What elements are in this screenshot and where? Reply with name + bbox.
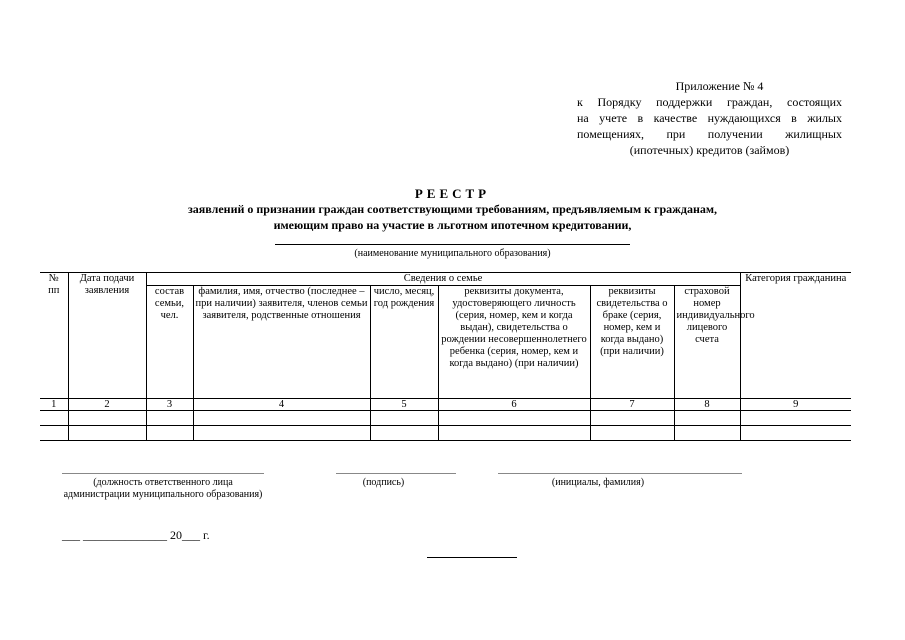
register-table [40, 272, 851, 441]
header-snils: страховой номер индивидуального лицевого счета [674, 286, 740, 399]
table-cell[interactable] [740, 426, 851, 441]
column-number: 5 [370, 399, 438, 411]
table-subheader-row [40, 286, 851, 399]
table-header-row [40, 273, 851, 286]
table-cell[interactable] [146, 411, 193, 426]
register-subtitle: имеющим право на участие в льготном ипотечном кредитовании, [273, 218, 632, 232]
table-cell[interactable] [68, 426, 146, 441]
register-subtitle: заявлений о признании граждан соответствующими требованиям, предъявляемым к гражданам, [187, 202, 718, 216]
position-caption: (должность ответственного лица администрации муниципального образования) [63, 477, 263, 500]
table-row [40, 426, 851, 441]
annex-line: на учете в качестве нуждающихся в жилых [577, 111, 842, 125]
register-title: РЕЕСТР [414, 186, 491, 201]
name-line [498, 473, 742, 474]
annex-line: к Порядку поддержки граждан, состоящих [577, 95, 842, 109]
header-id-document: реквизиты документа, удостоверяющего личность (серия, номер, кем и когда выдан), свидетельства о рождении несовершеннолетнего ребенка (серия, номер, кем и когда выдано) (при наличии) [438, 286, 590, 399]
municipality-caption: (наименование муниципального образования) [354, 248, 551, 259]
footer-line [427, 557, 517, 558]
header-category: Категория гражданина [740, 273, 851, 399]
column-number: 9 [740, 399, 851, 411]
name-caption: (инициалы, фамилия) [551, 477, 645, 488]
municipality-line [275, 244, 630, 245]
table-cell[interactable] [40, 411, 68, 426]
table-cell[interactable] [370, 411, 438, 426]
header-number: № пп [40, 273, 68, 399]
column-number: 1 [40, 399, 68, 411]
header-date: Дата подачи заявления [68, 273, 146, 399]
annex-block [577, 78, 842, 158]
table-cell[interactable] [590, 411, 674, 426]
table-cell[interactable] [40, 426, 68, 441]
annex-line: (ипотечных) кредитов (займов) [629, 143, 790, 157]
annex-title: Приложение № 4 [675, 79, 764, 93]
column-number: 7 [590, 399, 674, 411]
column-number: 4 [193, 399, 370, 411]
annex-line: помещениях, при получении жилищных [577, 127, 842, 141]
table-number-row [40, 399, 851, 411]
table-cell[interactable] [68, 411, 146, 426]
table-cell[interactable] [438, 426, 590, 441]
signature-caption: (подпись) [362, 477, 405, 488]
table-cell[interactable] [438, 411, 590, 426]
table-cell[interactable] [674, 426, 740, 441]
table-row [40, 411, 851, 426]
header-family-size: состав семьи, чел. [146, 286, 193, 399]
column-number: 3 [146, 399, 193, 411]
header-family-group: Сведения о семье [146, 273, 740, 286]
column-number: 2 [68, 399, 146, 411]
column-number: 6 [438, 399, 590, 411]
position-line [62, 473, 264, 474]
table-cell[interactable] [370, 426, 438, 441]
date-line: ___ ______________ 20___ г. [62, 528, 210, 542]
header-marriage-certificate: реквизиты свидетельства о браке (серия, номер, кем и когда выдано) (при наличии) [590, 286, 674, 399]
header-names: фамилия, имя, отчество (последнее – при наличии) заявителя, членов семьи заявителя, родственные отношения [193, 286, 370, 399]
table-cell[interactable] [146, 426, 193, 441]
table-cell[interactable] [674, 411, 740, 426]
table-cell[interactable] [193, 411, 370, 426]
header-birth-date: число, месяц, год рождения [370, 286, 438, 399]
table-cell[interactable] [193, 426, 370, 441]
table-cell[interactable] [740, 411, 851, 426]
table-cell[interactable] [590, 426, 674, 441]
signature-line [336, 473, 456, 474]
column-number: 8 [674, 399, 740, 411]
